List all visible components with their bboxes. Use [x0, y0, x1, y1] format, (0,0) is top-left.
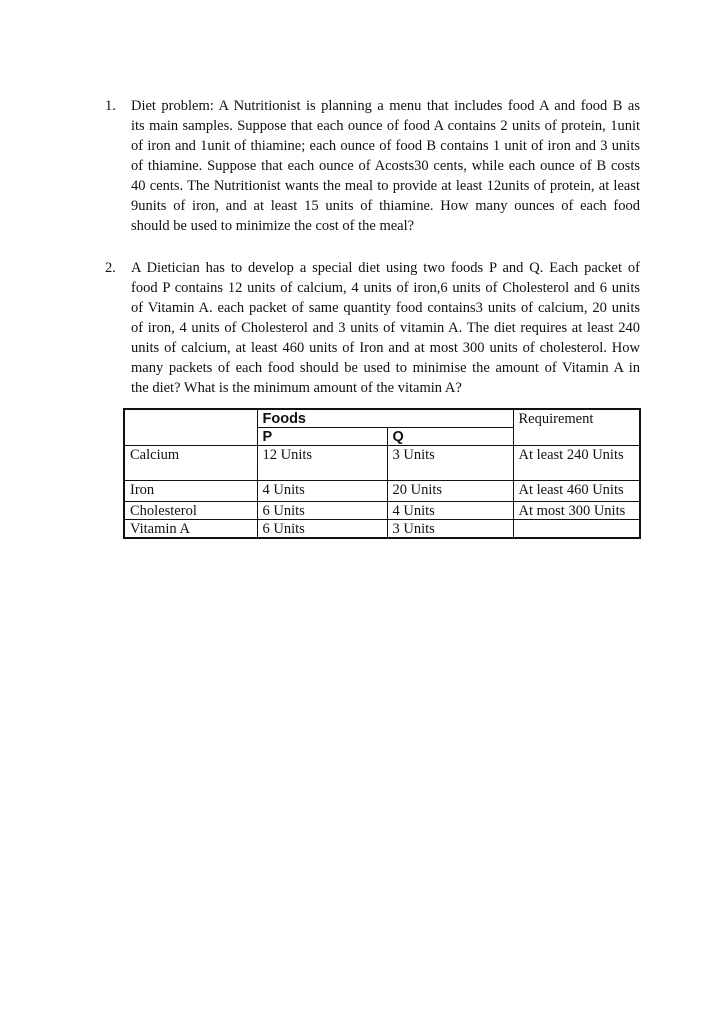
text-line: Diet problem: A Nutritionist is planning a menu that includes food A and food B as	[131, 98, 640, 114]
requirement-value: At least 460 Units	[513, 481, 640, 502]
p-value: 12 Units	[257, 446, 387, 481]
row-label: Vitamin A	[124, 520, 257, 539]
text-line: units of calcium, at least 460 units of Iron and at most 300 units of cholesterol. How	[131, 340, 640, 356]
table-row	[124, 446, 640, 481]
text-line: of thiamine. Suppose that each ounce of Acosts30 cents, while each ounce of B costs	[131, 158, 640, 174]
problem-1-text	[131, 96, 640, 236]
requirement-value: At least 240 Units	[513, 446, 640, 481]
diet-table	[123, 408, 641, 539]
col-p-header: P	[257, 428, 387, 446]
text-line: of Vitamin A. each packet of same quantity food contains3 units of calcium, 20 units	[131, 300, 640, 316]
problem-2-number: 2.	[105, 260, 116, 276]
text-line: should be used to minimize the cost of the meal?	[131, 218, 415, 234]
p-value: 6 Units	[257, 502, 387, 520]
page-content	[105, 96, 640, 539]
text-line: of iron and 1unit of thiamine; each ounce of food B contains 1 unit of iron and 3 units	[131, 138, 640, 154]
problem-1	[105, 96, 640, 236]
row-label: Cholesterol	[124, 502, 257, 520]
text-line: food P contains 12 units of calcium, 4 units of iron,6 units of Cholesterol and 6 units	[131, 280, 640, 296]
text-line: the diet? What is the minimum amount of the vitamin A?	[131, 380, 462, 396]
text-line: its main samples. Suppose that each ounce of food A contains 2 units of protein, 1unit	[131, 118, 640, 134]
q-value: 3 Units	[387, 446, 513, 481]
text-line: many packets of each food should be used to minimise the amount of Vitamin A in	[131, 360, 640, 376]
diet-table-wrapper	[123, 408, 640, 539]
table-corner-cell	[124, 409, 257, 446]
row-label: Iron	[124, 481, 257, 502]
text-line: 40 cents. The Nutritionist wants the meal to provide at least 12units of protein, at least	[131, 178, 640, 194]
table-row	[124, 502, 640, 520]
problem-1-number: 1.	[105, 98, 116, 114]
problem-2	[105, 258, 640, 398]
row-label: Calcium	[124, 446, 257, 481]
text-line: 9units of iron, and at least 15 units of thiamine. How many ounces of each food	[131, 198, 640, 214]
text-line: of iron, 4 units of Cholesterol and 3 units of vitamin A. The diet requires at least 240	[131, 320, 640, 336]
foods-header: Foods	[257, 409, 513, 428]
requirement-value: At most 300 Units	[513, 502, 640, 520]
q-value: 20 Units	[387, 481, 513, 502]
problem-2-text	[131, 258, 640, 398]
q-value: 4 Units	[387, 502, 513, 520]
table-row	[124, 520, 640, 539]
q-value: 3 Units	[387, 520, 513, 539]
requirement-value	[513, 520, 640, 539]
table-row	[124, 481, 640, 502]
text-line: A Dietician has to develop a special diet using two foods P and Q. Each packet of	[131, 260, 640, 276]
p-value: 6 Units	[257, 520, 387, 539]
requirement-header: Requirement	[513, 409, 640, 446]
p-value: 4 Units	[257, 481, 387, 502]
col-q-header: Q	[387, 428, 513, 446]
